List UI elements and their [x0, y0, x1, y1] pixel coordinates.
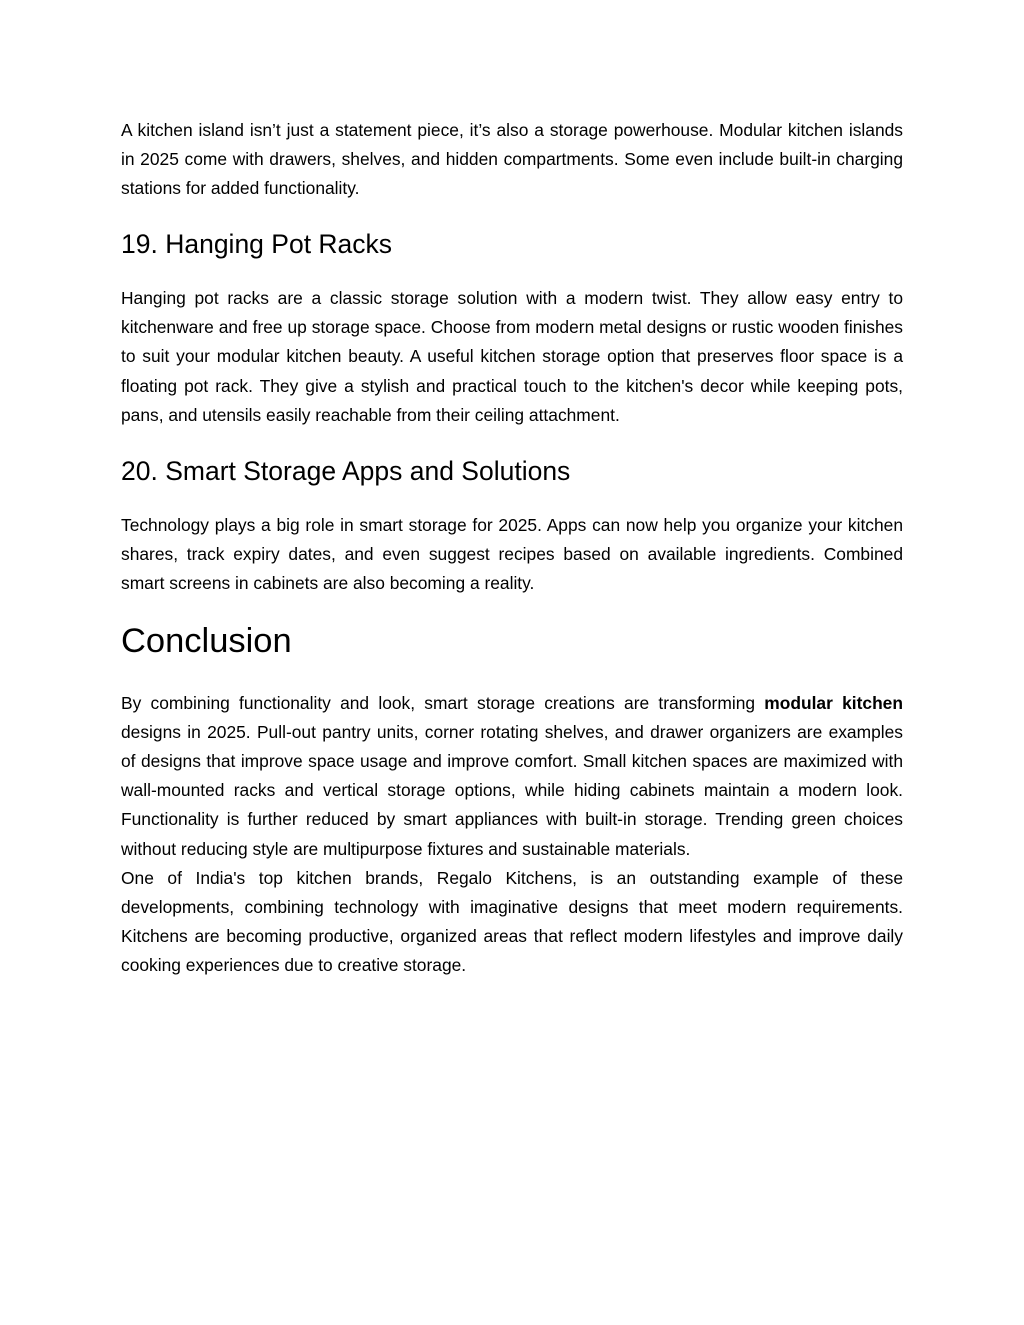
conclusion-text-before: By combining functionality and look, smart storage creations are transforming — [121, 693, 765, 714]
conclusion-paragraph-2: One of India's top kitchen brands, Regalo Kitchens, is an outstanding example of these developments, combining technology with imaginative designs that meet modern requirements. Kitchens are becoming productive, organized areas that reflect modern lifestyles and improve daily cooking experiences due to creative storage. — [121, 867, 903, 975]
document-body — [121, 116, 903, 980]
conclusion-heading: Conclusion — [121, 622, 292, 661]
section-19-heading: 19. Hanging Pot Racks — [121, 229, 393, 260]
section-20-heading: 20. Smart Storage Apps and Solutions — [121, 455, 571, 486]
conclusion-text-after: designs in 2025. Pull-out pantry units, corner rotating shelves, and drawer organizers are examples of designs that improve space usage and improve comfort. Small kitchen spaces are maximized with wall-mounted racks and vertical storage options, while hiding cabinets maintain a modern look. Functionality is further reduced by smart appliances with built-in storage. Trending green choices without reducing style are multipurpose fixtures and sustainable materials. — [121, 722, 903, 859]
conclusion-bold-keyword: modular kitchen — [764, 693, 903, 714]
intro-paragraph: A kitchen island isn’t just a statement piece, it’s also a storage powerhouse. Modular kitchen islands in 2025 come with drawers, shelves, and hidden compartments. Some even include built-in charging stations for added functionality. — [121, 120, 903, 199]
conclusion-paragraph-1 — [121, 689, 903, 864]
section-20-paragraph: Technology plays a big role in smart storage for 2025. Apps can now help you organize your kitchen shares, track expiry dates, and even suggest recipes based on available ingredients. Combined smart screens in cabinets are also becoming a reality. — [121, 514, 903, 593]
section-19-paragraph: Hanging pot racks are a classic storage solution with a modern twist. They allow easy entry to kitchenware and free up storage space. Choose from modern metal designs or rustic wooden finishes to suit your modular kitchen beauty. A useful kitchen storage option that preserves floor space is a floating pot rack. They give a stylish and practical touch to the kitchen's decor while keeping pots, pans, and utensils easily reachable from their ceiling attachment. — [121, 288, 903, 425]
